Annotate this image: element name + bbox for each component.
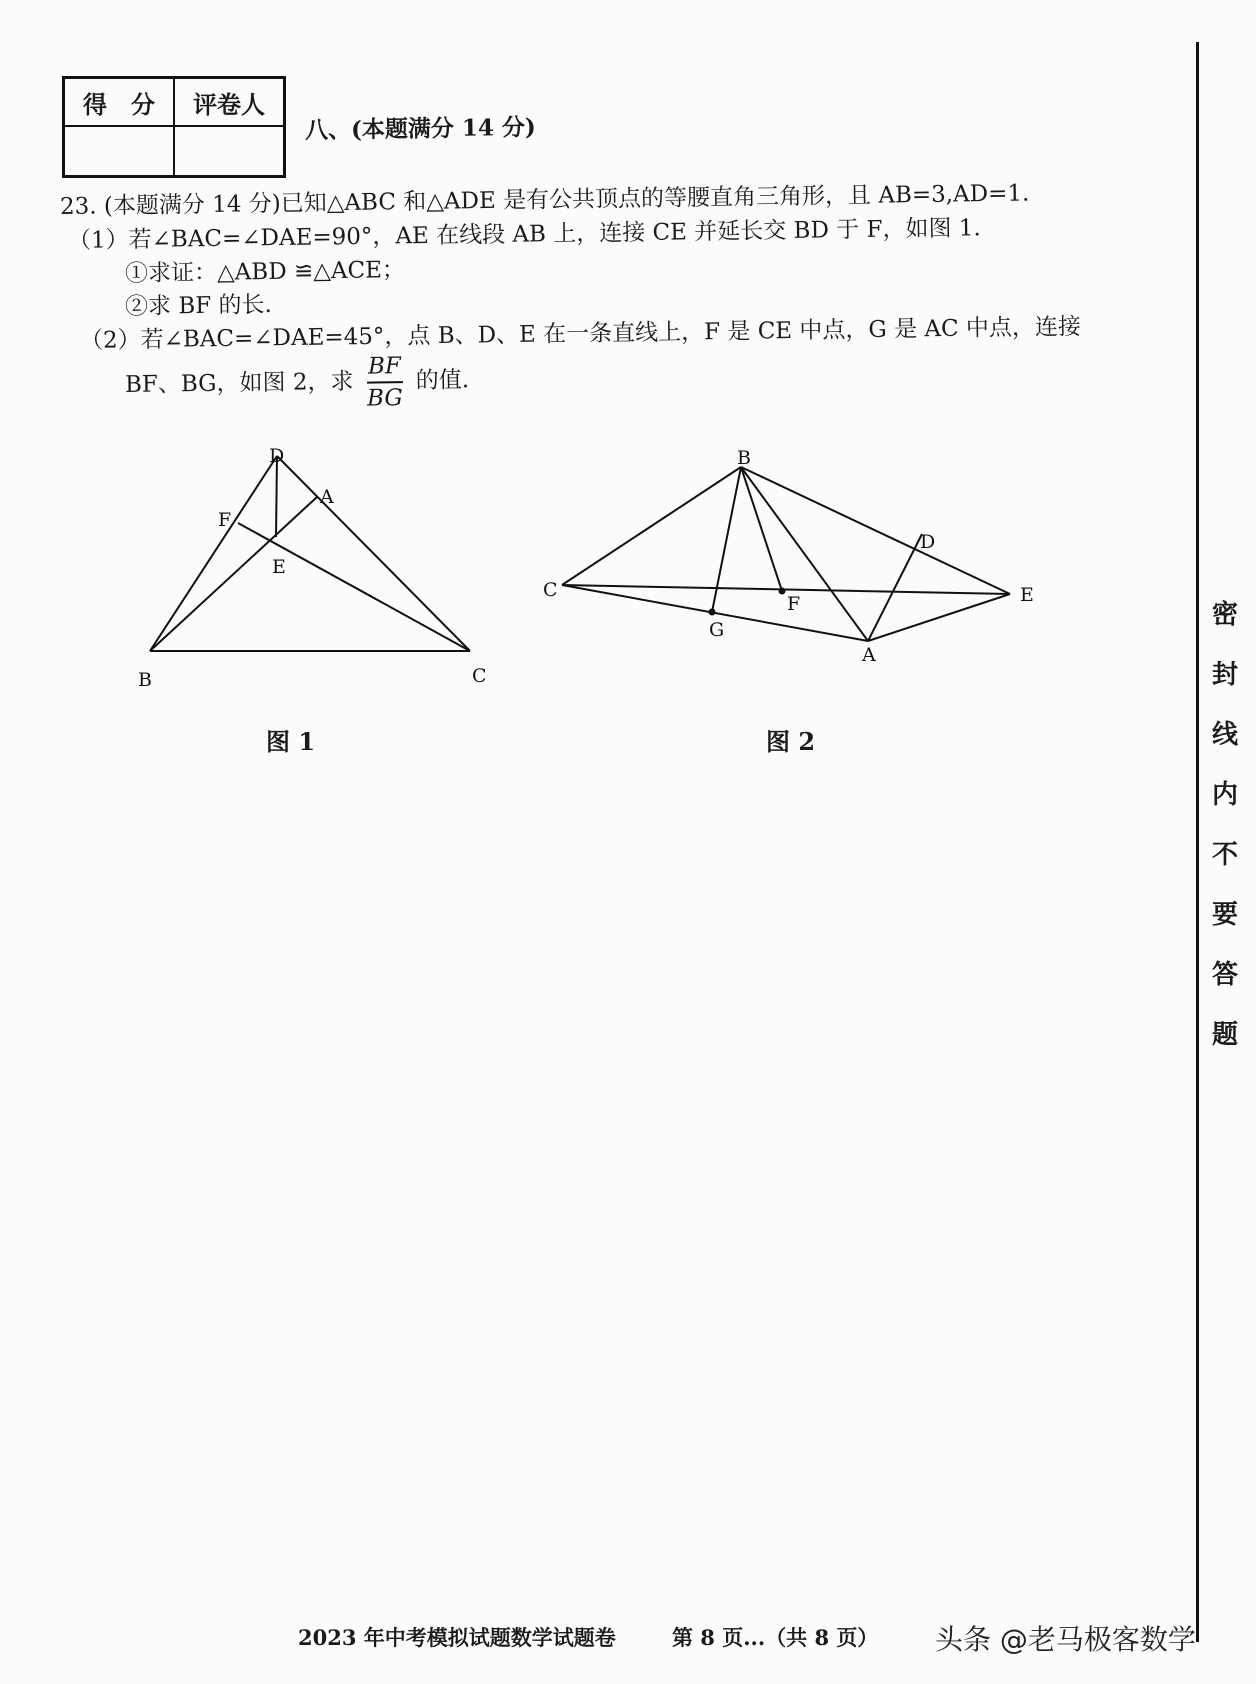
- fraction-denominator: BG: [366, 385, 403, 412]
- seal-char: 题: [1211, 1020, 1238, 1050]
- segment-BA: [741, 467, 868, 641]
- segment-FC: [238, 523, 470, 651]
- segment-BF: [741, 467, 782, 591]
- question-line-5: （2）若∠BAC=∠DAE=45°，点 B、D、E 在一条直线上，F 是 CE 中点，G 是 AC 中点，连接: [79, 314, 1082, 354]
- point-G: [709, 609, 716, 616]
- seal-char: 密: [1211, 600, 1238, 630]
- fig2-label-G: G: [709, 619, 725, 641]
- score-header: 得 分: [64, 78, 175, 127]
- fig2-label-F: F: [787, 593, 801, 615]
- fig1-label-D: D: [269, 445, 285, 467]
- watermark: 头条 @老马极客数学: [935, 1623, 1196, 1656]
- figure-1-caption: 图 1: [266, 727, 316, 756]
- fig1-label-C: C: [472, 665, 487, 687]
- figure-2: [562, 467, 1010, 641]
- segment-AE: [868, 594, 1010, 641]
- point-F: [779, 588, 786, 595]
- grader-header: 评卷人: [174, 78, 285, 127]
- segment-BE: [741, 467, 1010, 594]
- question-line-2: （1）若∠BAC=∠DAE=90°，AE 在线段 AB 上，连接 CE 并延长交 BD 于 F，如图 1.: [67, 215, 981, 254]
- section-title: 八、(本题满分 14 分): [304, 113, 536, 144]
- fig2-label-A: A: [862, 644, 876, 666]
- fig1-label-A: A: [320, 486, 334, 508]
- seal-char: 线: [1211, 720, 1238, 750]
- segment-BG: [712, 467, 741, 612]
- segment-DC: [277, 456, 470, 651]
- seal-char: 内: [1211, 780, 1238, 810]
- question-line-4: ②求 BF 的长.: [124, 291, 272, 320]
- figure-1: [150, 456, 470, 651]
- segment-BA: [150, 497, 317, 651]
- question-line-6-post: 的值.: [415, 367, 470, 394]
- segment-BC: [562, 467, 741, 585]
- segment-BD: [150, 456, 277, 651]
- seal-char: 不: [1211, 840, 1238, 870]
- footer-page-number: 第 8 页...（共 8 页）: [672, 1625, 879, 1650]
- question-line-3: ①求证：△ABD ≌△ACE；: [124, 257, 406, 287]
- segment-DE: [276, 456, 277, 537]
- footer-exam-title: 2023 年中考模拟试题数学试题卷: [298, 1625, 616, 1650]
- question-line-6-pre: BF、BG，如图 2，求: [124, 368, 354, 398]
- fig2-label-C: C: [543, 579, 558, 601]
- seal-char: 答: [1211, 960, 1238, 990]
- fig1-label-B: B: [138, 669, 152, 691]
- fig1-label-F: F: [218, 509, 232, 531]
- fig2-label-E: E: [1020, 584, 1034, 606]
- seal-char: 要: [1211, 900, 1238, 930]
- figure-2-caption: 图 2: [766, 727, 816, 756]
- seal-line: [1196, 42, 1199, 1642]
- fig1-label-E: E: [272, 556, 286, 578]
- fig2-label-B: B: [737, 447, 751, 469]
- fraction-numerator: BF: [366, 351, 402, 383]
- segment-CE: [562, 585, 1010, 594]
- question-line-1: 23. (本题满分 14 分)已知△ABC 和△ADE 是有公共顶点的等腰直角三角形，且 AB=3,AD=1.: [59, 180, 1030, 220]
- fig2-label-D: D: [920, 531, 936, 553]
- seal-text: [1210, 585, 1240, 1065]
- seal-char: 封: [1211, 660, 1238, 690]
